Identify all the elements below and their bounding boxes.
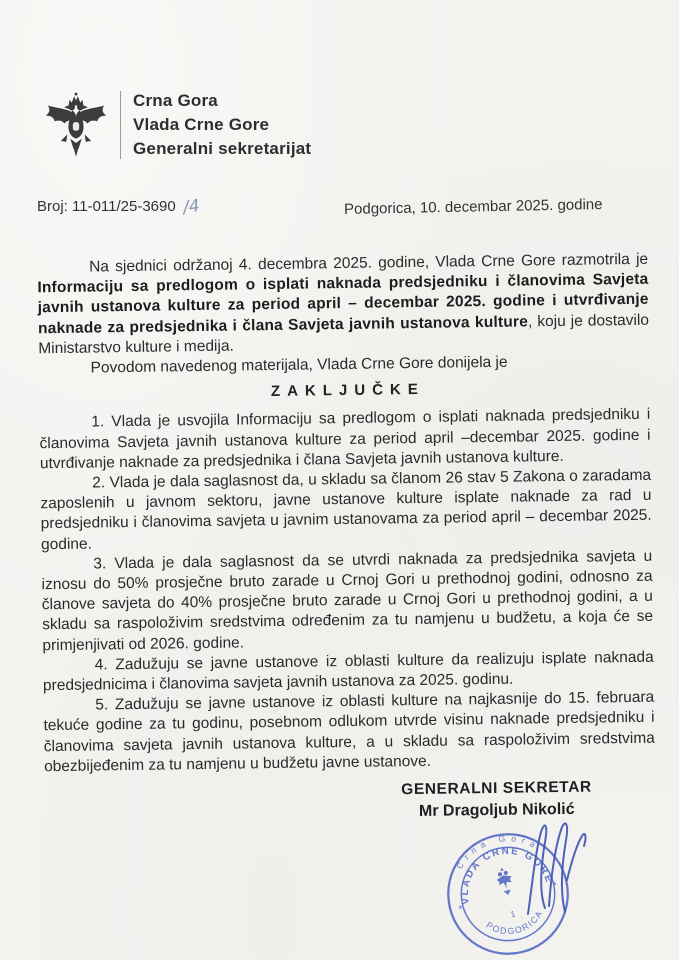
signature-block — [351, 777, 642, 823]
signature-scribble — [514, 816, 592, 924]
lead-in-paragraph: Povodom navedenog materijala, Vlada Crne Gore donijela je — [90, 353, 508, 377]
stamp-number: 1 — [509, 908, 517, 920]
conclusion-item-1: 1. Vlada je usvojila Informaciju sa predlogom o isplati naknada predsjedniku i članovima Savjeta javnih ustanova kulture za period april –decembar 2025. godine i utvrđivanje naknade za predsjednika i člana Savjeta javnih ustanova kulture. — [39, 406, 651, 473]
letterhead-department: Generalni sekretarijat — [133, 139, 312, 158]
conclusion-item-2: 2. Vlada je dala saglasnost da, u skladu sa članom 26 stav 5 Zakona o zaradama zaposlenih u javnom sektoru, javne ustanove kulture isplate naknade za rad u predsjedniku i članovima savjeta u javnim ustanovama za period april – decembar 2025. godine. — [40, 466, 652, 553]
conclusion-item-5: 5. Zadužuju se javne ustanove iz oblasti kulture na najkasnije do 15. februara tekuće godine za tu godinu, posebnom odlukom utvrde visinu naknade predsjedniku i članovima savjeta javnih ustanova kulture, a u skladu sa raspoloživim sredstvima obezbijeđenim za tu namjenu u budžetu javne ustanove. — [43, 688, 655, 776]
stamp-eagle-icon — [494, 866, 516, 897]
letterhead-text — [133, 89, 311, 161]
intro-text-pre: Na sjednici održanoj 4. decembra 2025. godine, Vlada Crne Gore razmotrila je — [89, 250, 649, 276]
stamp-star-left: * — [457, 904, 465, 916]
stamp-ring-text: VLADA CRNE GORE — [459, 845, 555, 906]
letterhead-government: Vlada Crne Gore — [133, 115, 270, 134]
conclusion-item-4: 4. Zadužuju se javne ustanove iz oblasti kulture da realizuju isplate naknada predsjednicima i članovima savjeta javnih ustanova za 2025. godinu. — [42, 648, 654, 695]
intro-text-post: , koju je dostavilo Ministarstvo kulture i medija. — [38, 311, 650, 358]
document-number-handwritten: /4 — [181, 196, 201, 218]
signature-name: Mr Dragoljub Nikolić — [418, 801, 575, 821]
stamp-star-right: * — [552, 880, 559, 893]
meta-row — [0, 196, 679, 216]
signature-title: GENERALNI SEKRETAR — [401, 778, 592, 799]
conclusions-heading: ZAKLJUČKE — [270, 381, 425, 401]
document-number-label: Broj: 11-011/25-3690 — [37, 198, 176, 215]
letterhead — [40, 84, 679, 166]
intro-text-bold: Informaciju sa predlogom o isplati naknada predsjedniku i članovima Savjeta javnih ustanova kulture za period april – decembar 2025. godine i utvrđivanje naknade za predsjednika i člana Savjeta javnih ustanova kulture — [37, 270, 649, 337]
intro-paragraph — [37, 250, 649, 360]
coat-of-arms-icon — [40, 84, 112, 166]
document-body — [37, 250, 656, 828]
document-number — [37, 196, 199, 216]
letterhead-divider — [120, 91, 121, 159]
stamp-bottom-text: PODGORICA — [484, 908, 545, 937]
place-and-date: Podgorica, 10. decembar 2025. godine — [344, 196, 604, 218]
letterhead-country: Crna Gora — [133, 91, 218, 110]
stamp-outer-text: Crna Gora — [454, 833, 543, 871]
conclusion-item-3: 3. Vlada je dala saglasnost da se utvrdi naknada za predsjednika savjeta u iznosu do 50% prosječne bruto zarade u Crnoj Gori u prethodnoj godini, odnosno za članove savjeta do 40% prosječne bruto zarade u Crnoj Gori u prethodnoj godini, a u skladu sa raspoloživim sredstvima određenim za tu namjenu u budžetu, a koja će se primjenjivati od 2026. godine. — [41, 547, 654, 654]
